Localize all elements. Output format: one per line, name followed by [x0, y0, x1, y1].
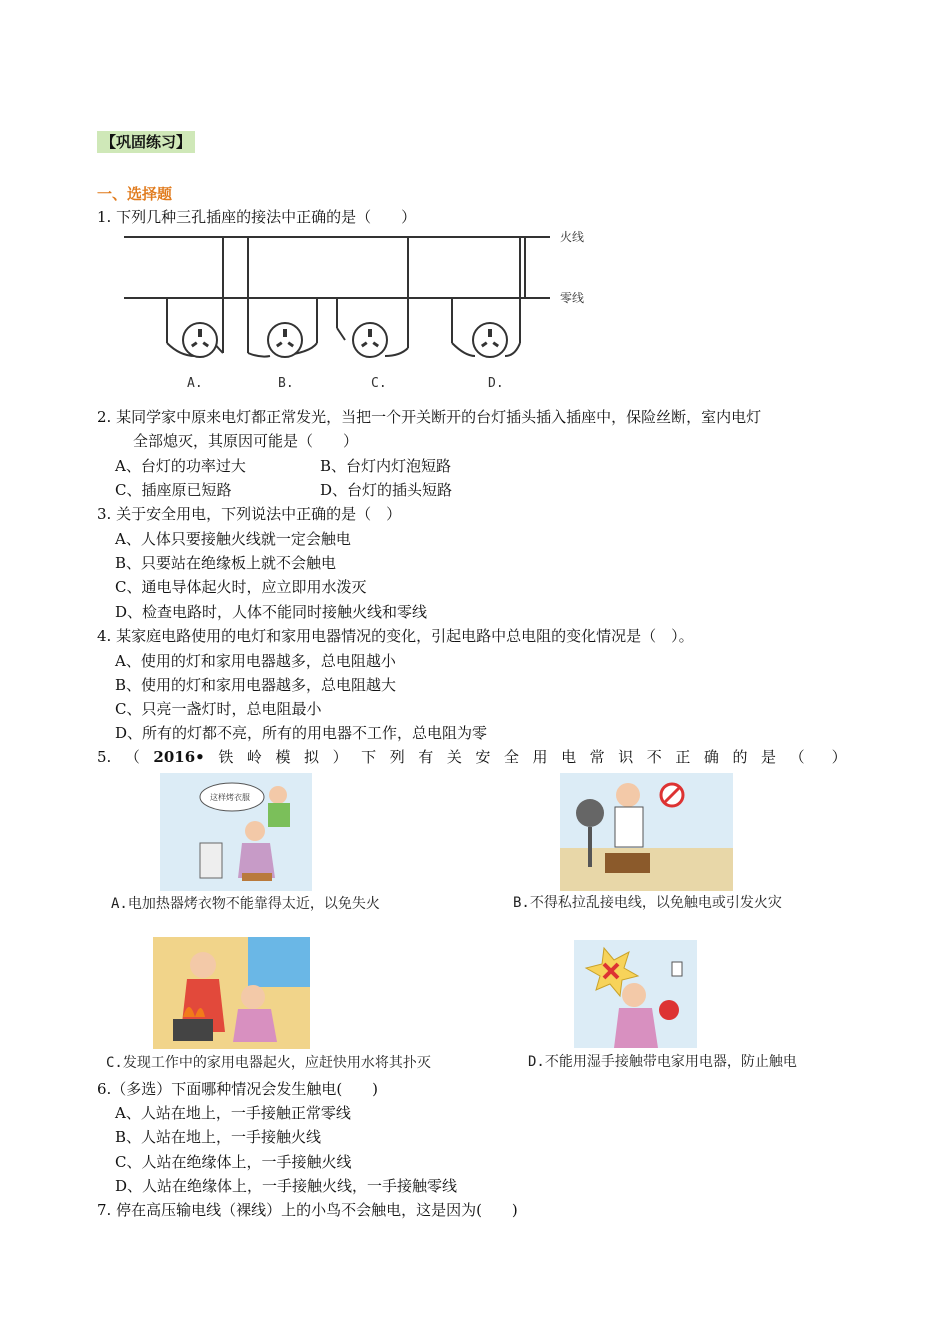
q5-stem: 5. （ 2016• 铁 岭 模 拟 ） 下 列 有 关 安 全 用 电 常 识 不 正 确 的 是 （ ）: [97, 748, 847, 766]
q4-option-a: A、使用的灯和家用电器越多，总电阻越小: [115, 652, 396, 670]
caption-b: B.不得私拉乱接电线，以免触电或引发火灾: [513, 895, 782, 911]
picture-d-wet-hands: [574, 940, 697, 1048]
q4-option-b: B、使用的灯和家用电器越多，总电阻越大: [115, 676, 397, 694]
q3-option-b: B、只要站在绝缘板上就不会触电: [115, 554, 337, 572]
option-d-label: D.: [488, 376, 504, 391]
q7-stem: 7. 停在高压输电线（裸线）上的小鸟不会触电，这是因为( ): [97, 1201, 518, 1219]
option-a-label: A.: [187, 376, 203, 391]
picture-b-wiring: [560, 773, 733, 891]
q2-stem-cont: 全部熄灭，其原因可能是（ ）: [133, 432, 359, 450]
socket-d-icon: [473, 323, 507, 357]
picture-c-fire: [153, 937, 310, 1049]
socket-c-icon: [353, 323, 387, 357]
socket-b-icon: [268, 323, 302, 357]
q4-option-d: D、所有的灯都不亮，所有的用电器不工作，总电阻为零: [115, 724, 488, 742]
caption-d: D.不能用湿手接触带电家用电器，防止触电: [528, 1054, 797, 1070]
q3-option-a: A、人体只要接触火线就一定会触电: [115, 530, 351, 548]
q3-option-d: D、检查电路时，人体不能同时接触火线和零线: [115, 603, 428, 621]
q4-stem: 4. 某家庭电路使用的电灯和家用电器情况的变化，引起电路中总电阻的变化情况是（ ）。: [97, 627, 694, 645]
option-b-label: B.: [278, 376, 294, 391]
section-title: 一、选择题: [97, 185, 173, 203]
picture-a-heater: [160, 773, 312, 891]
neutral-wire-label: 零线: [560, 291, 585, 305]
practice-banner: 【巩固练习】: [97, 131, 195, 153]
caption-c: C.发现工作中的家用电器起火，应赶快用水将其扑灭: [106, 1055, 431, 1071]
q4-option-c: C、只亮一盏灯时，总电阻最小: [115, 700, 322, 718]
q1-stem: 1. 下列几种三孔插座的接法中正确的是（ ）: [97, 208, 417, 226]
q2-option-c: C、插座原已短路: [115, 481, 232, 499]
q3-stem: 3. 关于安全用电，下列说法中正确的是（ ）: [97, 505, 402, 523]
q3-option-c: C、通电导体起火时，应立即用水泼灭: [115, 578, 367, 596]
caption-a: A.电加热器烤衣物不能靠得太近，以免失火: [111, 896, 380, 912]
q2-stem: 2. 某同学家中原来电灯都正常发光，当把一个开关断开的台灯插头插入插座中，保险丝断，室内电灯: [97, 408, 762, 426]
socket-a-icon: [183, 323, 217, 357]
q2-option-b: B、台灯内灯泡短路: [320, 457, 452, 475]
speech-bubble-text: 这样烤衣服: [210, 793, 250, 802]
q6-option-c: C、人站在绝缘体上，一手接触火线: [115, 1153, 352, 1171]
socket-wiring-diagram: [120, 228, 600, 393]
q6-option-d: D、人站在绝缘体上，一手接触火线，一手接触零线: [115, 1177, 458, 1195]
q2-option-a: A、台灯的功率过大: [115, 457, 246, 475]
q6-stem: 6.（多选）下面哪种情况会发生触电( ): [97, 1080, 379, 1098]
q2-option-d: D、台灯的插头短路: [320, 481, 453, 499]
live-wire-label: 火线: [560, 230, 585, 244]
option-c-label: C.: [371, 376, 387, 391]
q6-option-b: B、人站在地上，一手接触火线: [115, 1128, 322, 1146]
q6-option-a: A、人站在地上，一手接触正常零线: [115, 1104, 351, 1122]
